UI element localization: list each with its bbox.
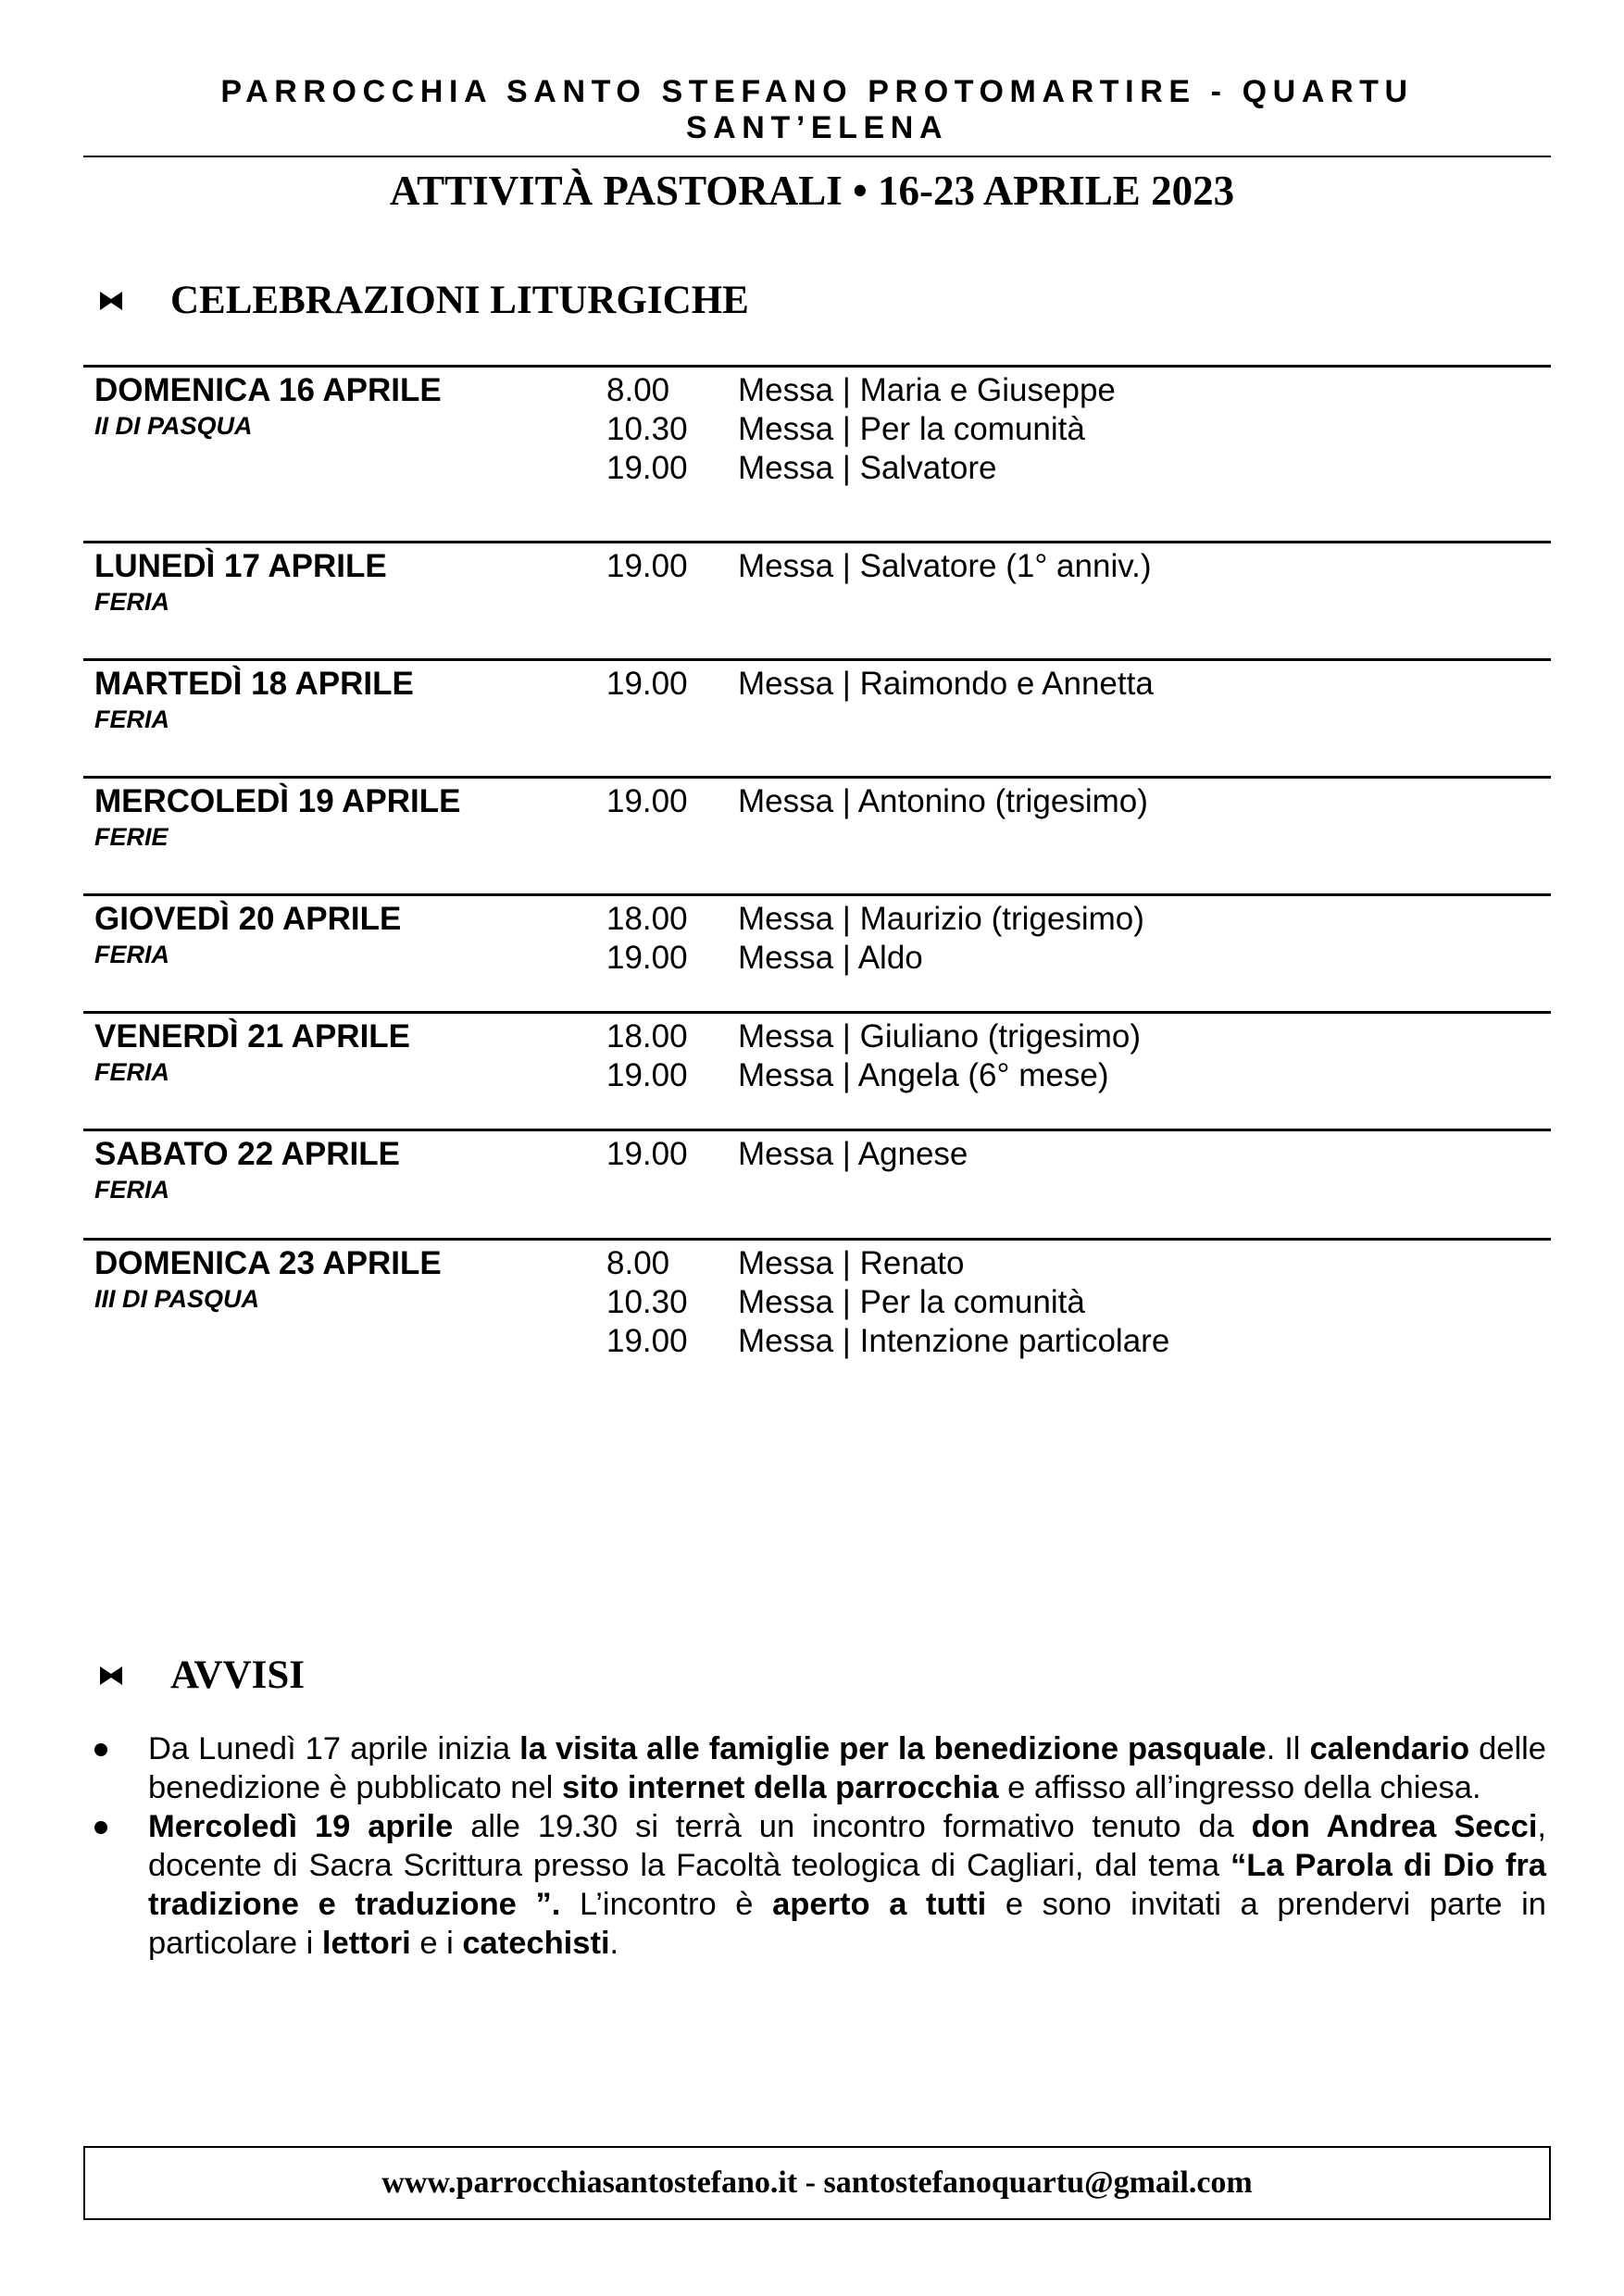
mass-entry [606, 371, 1551, 410]
notice-emphasis: Mercoledì 19 aprile [148, 1809, 454, 1844]
mass-entry [606, 449, 1551, 488]
mass-time: 19.00 [606, 1323, 688, 1359]
day-name: MERCOLEDÌ 19 APRILE [94, 783, 461, 819]
mass-entry [606, 410, 1551, 449]
mass-time: 19.00 [606, 783, 688, 819]
mass-time: 18.00 [606, 1018, 688, 1054]
mass-entry [606, 939, 1551, 978]
mass-entries [606, 900, 1551, 978]
notice-emphasis: la visita alle famiglie per la benedizione pasquale [519, 1731, 1267, 1766]
day-name: SABATO 22 APRILE [94, 1136, 400, 1172]
mass-entry [606, 1017, 1551, 1056]
notice-emphasis: calendario [1309, 1731, 1470, 1766]
mass-entry [606, 1283, 1551, 1322]
mass-entries [606, 547, 1551, 586]
notice-emphasis: aperto a tutti [772, 1887, 987, 1922]
mass-entry [606, 1056, 1551, 1095]
mass-intention: Messa | Giuliano (trigesimo) [738, 1018, 1142, 1054]
mass-entry [606, 782, 1551, 821]
day-name: VENERDÌ 21 APRILE [94, 1018, 411, 1054]
notice-text: . [609, 1926, 619, 1961]
notice-emphasis: catechisti [462, 1926, 610, 1961]
mass-intention: Messa | Per la comunità [738, 1284, 1085, 1320]
notice-text: . Il [1266, 1731, 1310, 1766]
day-liturgical-note: FERIA [94, 588, 169, 616]
mass-time: 19.00 [606, 940, 688, 976]
notice-text: e sono invitati a prendervi parte in particolare i [148, 1887, 1546, 1961]
mass-entries [606, 665, 1551, 704]
notice-emphasis: “La Parola di Dio fra tradizione e traduzione ”. [148, 1848, 1546, 1922]
mass-time: 19.00 [606, 666, 688, 702]
bowtie-marker-icon [100, 292, 156, 310]
day-liturgical-note: FERIA [94, 1176, 169, 1204]
schedule-day-row [83, 1238, 1551, 1358]
mass-time: 10.30 [606, 1284, 688, 1320]
mass-intention: Messa | Maria e Giuseppe [738, 372, 1116, 408]
mass-intention: Messa | Salvatore (1° anniv.) [738, 548, 1152, 584]
mass-entries [606, 371, 1551, 488]
mass-entry [606, 665, 1551, 704]
mass-entries [606, 1017, 1551, 1095]
section-liturgy-heading [100, 278, 749, 323]
notice-emphasis: sito internet della parrocchia [561, 1770, 999, 1805]
mass-intention: Messa | Intenzione particolare [738, 1323, 1170, 1359]
mass-time: 8.00 [606, 372, 670, 408]
notice-text: alle 19.30 si terrà un incontro formativo tenuto da [453, 1809, 1252, 1844]
schedule-day-row [83, 776, 1551, 893]
schedule-day-row [83, 893, 1551, 1011]
mass-intention: Messa | Agnese [738, 1136, 968, 1172]
mass-intention: Messa | Maurizio (trigesimo) [738, 901, 1144, 937]
mass-entries [606, 1244, 1551, 1361]
schedule-day-row [83, 1011, 1551, 1129]
section-notices-label: AVVISI [170, 1653, 305, 1697]
section-notices-heading [100, 1653, 305, 1698]
mass-time: 19.00 [606, 1136, 688, 1172]
notice-emphasis: don Andrea Secci [1251, 1809, 1538, 1844]
parish-header: PARROCCHIA SANTO STEFANO PROTOMARTIRE - QUARTU SANT’ELENA [83, 74, 1551, 157]
schedule-table [83, 365, 1551, 1358]
mass-time: 10.30 [606, 411, 688, 447]
schedule-day-row [83, 541, 1551, 658]
page-title: ATTIVITÀ PASTORALI • 16-23 APRILE 2023 [389, 168, 1235, 214]
mass-intention: Messa | Per la comunità [738, 411, 1085, 447]
mass-entries [606, 782, 1551, 821]
notice-text: e i [410, 1926, 463, 1961]
mass-intention: Messa | Aldo [738, 940, 923, 976]
notices-list [93, 1729, 1546, 1963]
day-name: MARTEDÌ 18 APRILE [94, 666, 414, 702]
day-name: LUNEDÌ 17 APRILE [94, 548, 387, 584]
day-name: GIOVEDÌ 20 APRILE [94, 901, 402, 937]
mass-intention: Messa | Salvatore [738, 450, 997, 486]
schedule-day-row [83, 1129, 1551, 1238]
contact-footer: www.parrocchiasantostefano.it - santostefanoquartu@gmail.com [83, 2146, 1551, 2220]
mass-intention: Messa | Raimondo e Annetta [738, 666, 1154, 702]
notice-item [93, 1729, 1546, 1807]
day-liturgical-note: FERIE [94, 823, 169, 851]
day-name: DOMENICA 16 APRILE [94, 372, 442, 408]
mass-entry [606, 1135, 1551, 1174]
mass-time: 8.00 [606, 1245, 670, 1281]
mass-entry [606, 1322, 1551, 1361]
mass-entry [606, 547, 1551, 586]
notice-emphasis: lettori [321, 1926, 411, 1961]
day-name: DOMENICA 23 APRILE [94, 1245, 442, 1281]
bowtie-marker-icon [100, 1666, 156, 1685]
mass-intention: Messa | Antonino (trigesimo) [738, 783, 1148, 819]
notice-text: L’incontro è [560, 1887, 773, 1922]
day-liturgical-note: FERIA [94, 1058, 169, 1086]
mass-time: 19.00 [606, 548, 688, 584]
mass-entry [606, 900, 1551, 939]
schedule-day-row [83, 365, 1551, 541]
notice-text: e affisso all’ingresso della chiesa. [998, 1770, 1481, 1805]
day-liturgical-note: III DI PASQUA [94, 1285, 260, 1313]
mass-entries [606, 1135, 1551, 1174]
section-liturgy-label: CELEBRAZIONI LITURGICHE [170, 279, 749, 322]
mass-entry [606, 1244, 1551, 1283]
notice-text: delle benedizione è pubblicato nel [148, 1731, 1546, 1805]
notice-text: Da Lunedì 17 aprile inizia [148, 1731, 520, 1766]
mass-intention: Messa | Angela (6° mese) [738, 1057, 1109, 1093]
day-liturgical-note: FERIA [94, 941, 169, 968]
mass-intention: Messa | Renato [738, 1245, 965, 1281]
notice-text: , docente di Sacra Scrittura presso la Facoltà teologica di Cagliari, dal tema [148, 1809, 1546, 1883]
day-liturgical-note: FERIA [94, 705, 169, 733]
mass-time: 19.00 [606, 1057, 688, 1093]
mass-time: 18.00 [606, 901, 688, 937]
notice-item [93, 1807, 1546, 1963]
schedule-day-row [83, 658, 1551, 776]
mass-time: 19.00 [606, 450, 688, 486]
day-liturgical-note: II DI PASQUA [94, 412, 253, 440]
